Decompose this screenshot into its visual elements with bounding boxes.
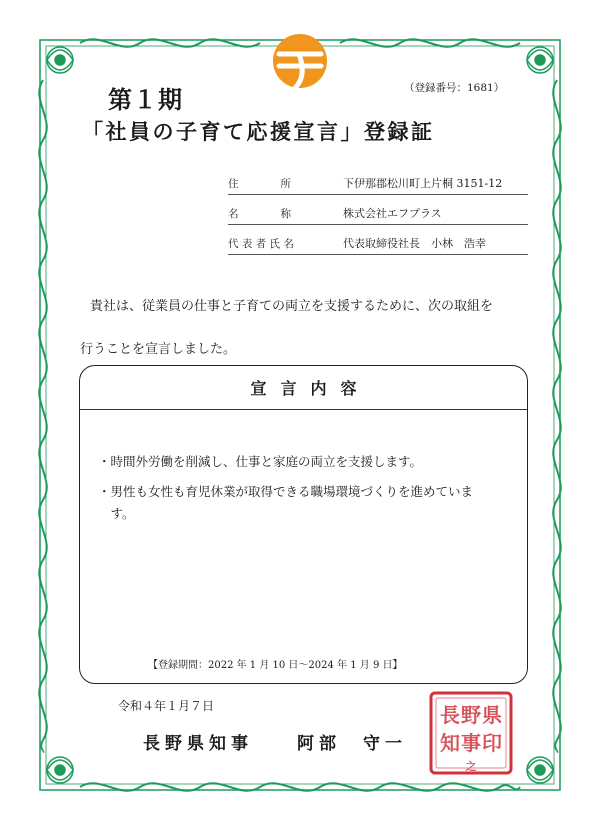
corner-ornament-bottom-right: [527, 757, 553, 783]
seal-char-6: 知: [440, 731, 460, 755]
seal-char-3: 野: [461, 703, 481, 727]
registration-period: 【登録期間：2022 年 1 月 10 日～2024 年 1 月 9 日】: [148, 660, 403, 671]
address-value: 下伊那郡松川町上片桐 3151-12: [343, 177, 503, 190]
corner-ornament-top-left: [47, 47, 73, 73]
declaration-item-2: ・男性も女性も育児休業が取得できる職場環境づくりを進めていま: [98, 484, 474, 499]
corner-ornament-bottom-left: [47, 757, 73, 783]
issuer-name: 長野県知事 阿部 守一: [143, 734, 407, 754]
info-row-representative: [228, 232, 528, 255]
info-row-address: [228, 172, 528, 195]
corner-ornament-top-right: [527, 47, 553, 73]
declaration-item-1: ・時間外労働を削減し、仕事と家庭の両立を支援します。: [98, 454, 423, 469]
issue-date: 令和４年１月７日: [118, 699, 215, 713]
representative-value: 代表取締役社長 小林 浩幸: [343, 237, 486, 250]
address-label: 住 所: [228, 178, 291, 190]
seal-char-4: 事: [461, 731, 481, 755]
body-line-1: 貴社は、従業員の仕事と子育ての両立を支援するために、次の取組を: [90, 299, 494, 314]
registration-number: （登録番号：1681）: [404, 82, 505, 94]
company-name-value: 株式会社エフプラス: [343, 207, 442, 220]
seal-char-1: 県: [482, 703, 502, 727]
nagano-prefecture-logo: [271, 32, 329, 90]
declaration-item-2-continued: す。: [98, 506, 135, 521]
declaration-heading: 宣言内容: [250, 379, 371, 398]
seal-char-7: 之: [465, 760, 477, 773]
company-name-label: 名 称: [228, 208, 291, 220]
declaration-box: [79, 365, 528, 684]
seal-char-2: 印: [482, 731, 502, 755]
body-line-2: 行うことを宣言しました。: [80, 342, 237, 357]
info-row-company-name: [228, 202, 528, 225]
period-label: 第１期: [108, 85, 183, 114]
certificate-title: 「社員の子育て応援宣言」登録証: [82, 119, 435, 144]
official-seal: [428, 690, 514, 776]
seal-char-5: 長: [440, 703, 460, 727]
declaration-divider: [80, 409, 527, 410]
representative-label: 代 表 者 氏 名: [228, 238, 294, 250]
body-text: [80, 285, 540, 371]
